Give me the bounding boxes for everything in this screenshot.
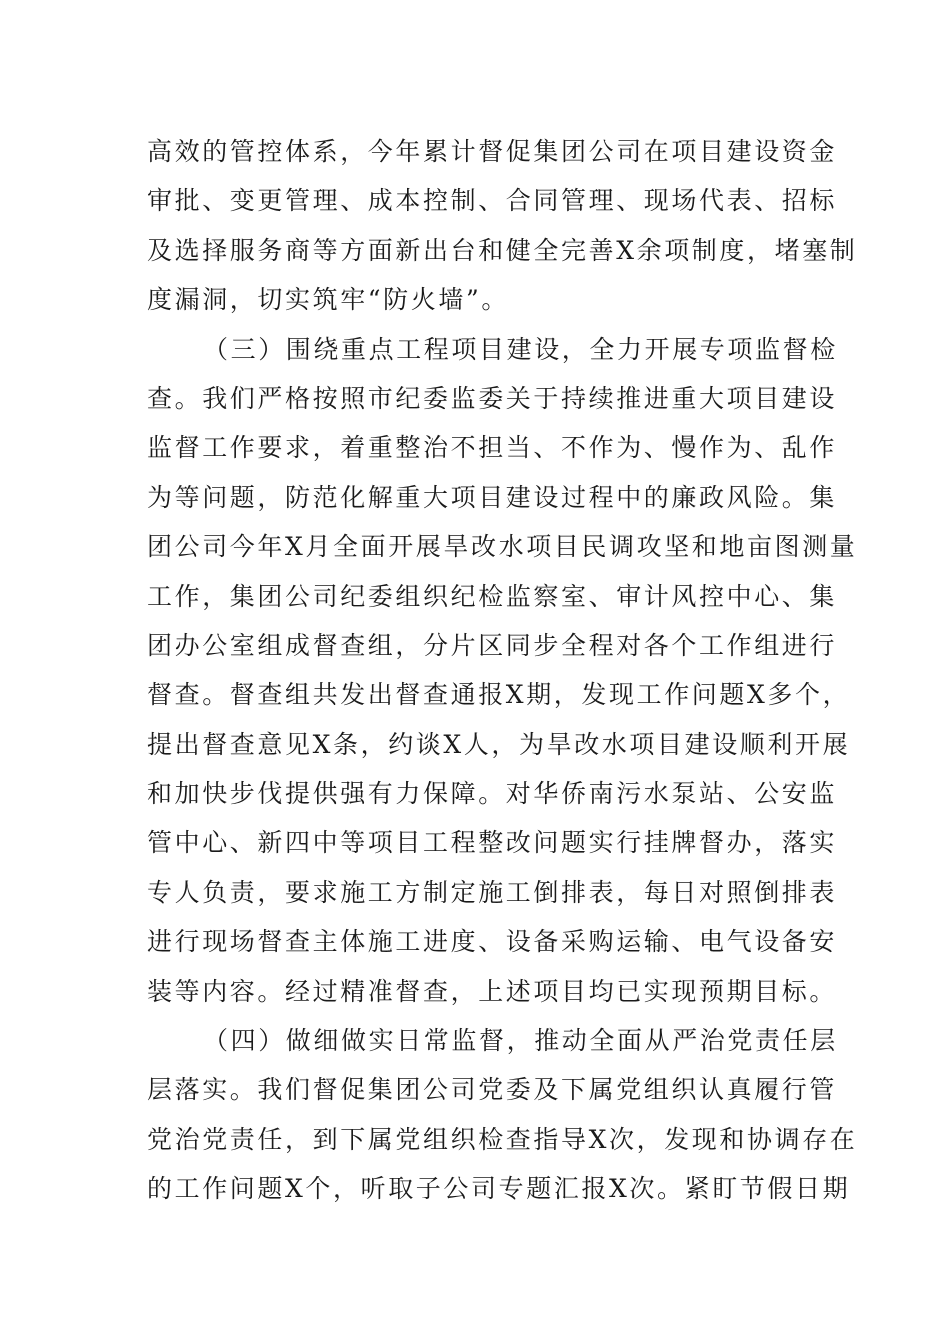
text-line: 管中心、新四中等项目工程整改问题实行挂牌督办，落实: [147, 828, 838, 858]
text-line: 的工作问题X个，听取子公司专题汇报X次。紧盯节假日期: [147, 1174, 851, 1204]
text-line: 和加快步伐提供强有力保障。对华侨南污水泵站、公安监: [147, 779, 838, 809]
text-line: 提出督查意见X条，约谈X人，为旱改水项目建设顺利开展: [147, 729, 851, 759]
text-line: 装等内容。经过精准督查，上述项目均已实现预期目标。: [147, 976, 838, 1006]
text-line: 为等问题，防范化解重大项目建设过程中的廉政风险。集: [147, 482, 838, 512]
text-line: 督查。督查组共发出督查通报X期，发现工作问题X多个，: [147, 680, 851, 710]
text-line: 进行现场督查主体施工进度、设备采购运输、电气设备安: [147, 927, 838, 957]
text-line: 高效的管控体系，今年累计督促集团公司在项目建设资金: [147, 137, 838, 166]
section-heading-line: （三）围绕重点工程项目建设，全力开展专项监督检: [203, 334, 838, 364]
text-line: 专人负责，要求施工方制定施工倒排表，每日对照倒排表: [147, 877, 838, 907]
text-line: 审批、变更管理、成本控制、合同管理、现场代表、招标: [147, 186, 838, 216]
text-line: 党治党责任，到下属党组织检查指导X次，发现和协调存在: [147, 1124, 858, 1154]
text-line: 度漏洞，切实筑牢“防火墙”。: [147, 285, 509, 315]
body-text: [147, 127, 858, 1214]
section-heading-line: （四）做细做实日常监督，推动全面从严治党责任层: [203, 1026, 838, 1056]
text-line: 层落实。我们督促集团公司党委及下属党组织认真履行管: [147, 1075, 838, 1105]
text-line: 及选择服务商等方面新出台和健全完善X余项制度，堵塞制: [147, 235, 858, 265]
text-line: 团办公室组成督查组，分片区同步全程对各个工作组进行: [147, 630, 838, 660]
text-line: 团公司今年X月全面开展旱改水项目民调攻坚和地亩图测量: [147, 532, 858, 562]
text-line: 工作，集团公司纪委组织纪检监察室、审计风控中心、集: [147, 581, 838, 611]
text-line: 查。我们严格按照市纪委监委关于持续推进重大项目建设: [147, 383, 838, 413]
text-line: 监督工作要求，着重整治不担当、不作为、慢作为、乱作: [147, 433, 838, 463]
